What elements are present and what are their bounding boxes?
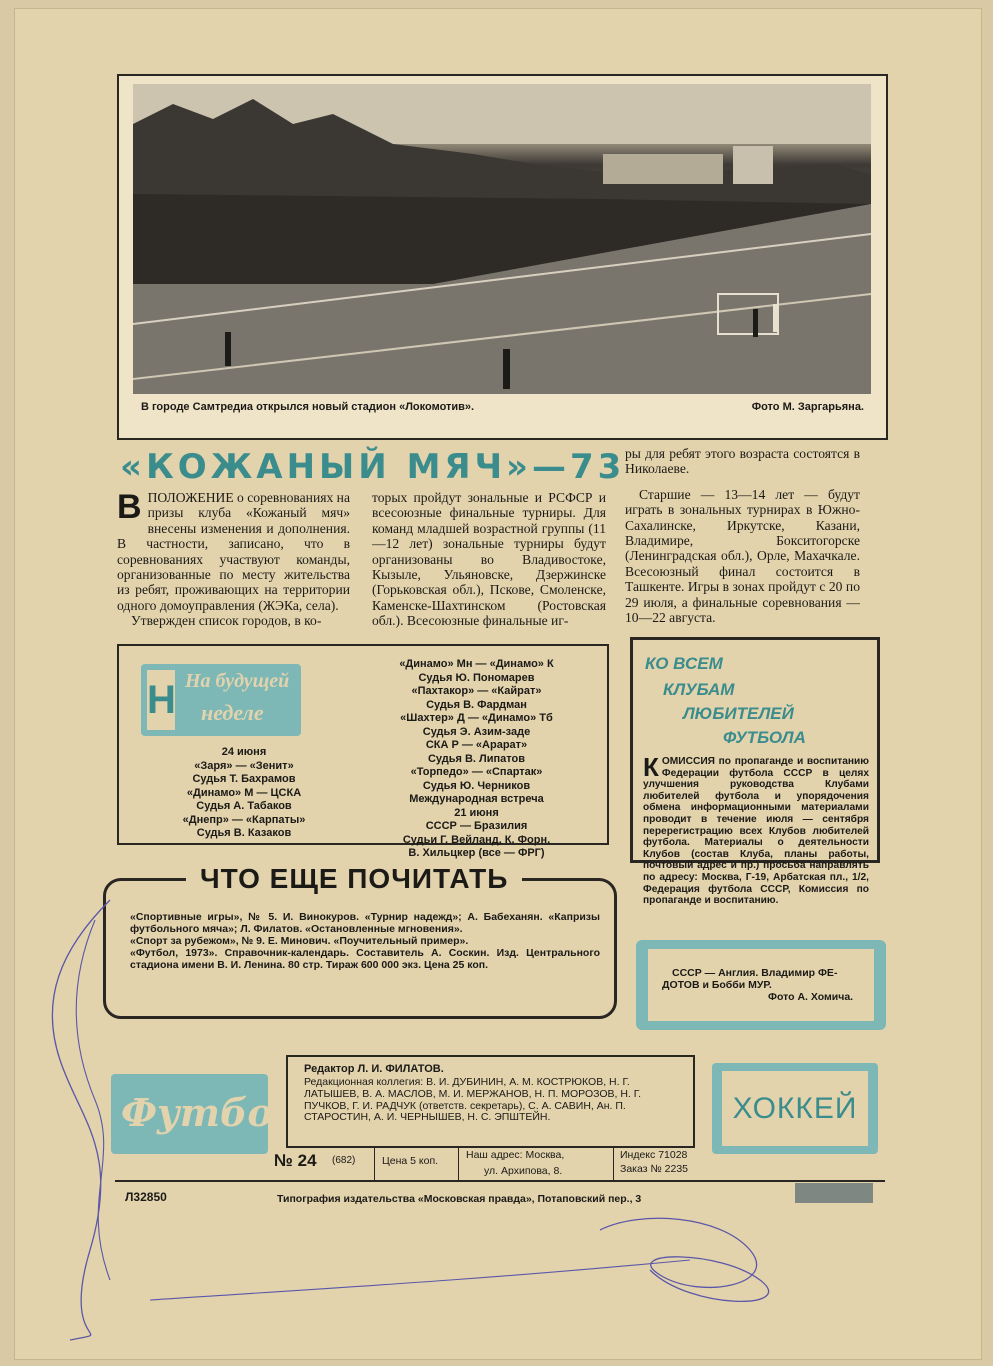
schedule-line: Международная встреча <box>409 793 544 805</box>
issue-number: № 24 <box>274 1151 317 1170</box>
reading-item: «Спортивные игры», № 5. И. Винокуров. «Турнир надежд»; А. Бабеханян. «Капризы футбольного мяча»; Л. Филатов. «Остановленные мгновения». <box>130 911 600 935</box>
schedule-line: Судья Ю. Пономарев <box>418 671 535 684</box>
print-code: Л32850 <box>125 1190 167 1204</box>
next-week-logo-letter: Н <box>147 670 175 730</box>
issue-total: (682) <box>332 1155 356 1166</box>
article-dropcap: В <box>117 488 142 526</box>
schedule-line: СССР — Бразилия <box>425 820 528 832</box>
schedule-line: Судьи Г. Вейланд, К. Форн, <box>402 833 551 846</box>
schedule-line: «Торпедо» — «Спартак» <box>410 766 543 778</box>
schedule-line: Судья Ю. Черников <box>422 779 531 792</box>
schedule-line: 21 июня <box>454 806 499 819</box>
address-line: Наш адрес: Москва, <box>466 1149 565 1161</box>
article-title: «КОЖАНЫЙ МЯЧ»—73 <box>120 447 626 487</box>
schedule-line: СКА Р — «Арарат» <box>425 739 528 751</box>
photo2-line: СССР — Англия. Владимир ФЕ- <box>672 967 838 979</box>
schedule-line: Судья Э. Азим-заде <box>422 725 531 738</box>
article-paragraph: ры для ребят этого возраста состоятся в Николаеве. <box>625 446 860 477</box>
schedule-line: «Шахтер» Д — «Динамо» Тб <box>400 712 553 724</box>
hockey-logo-text: ХОККЕЙ <box>722 1071 868 1146</box>
football-logo-text: Футбол <box>121 1090 301 1135</box>
order-number: Заказ № 2235 <box>620 1163 688 1175</box>
price: Цена 5 коп. <box>382 1155 439 1167</box>
schedule-line: «Днепр» — «Карпаты» <box>182 813 306 826</box>
schedule-line: 24 июня <box>221 746 267 758</box>
schedule-line: Судья А. Табаков <box>196 800 292 812</box>
article-paragraph: Старшие — 13—14 лет — будут играть в зональных турнирах в Южно-Сахалинске, Иркутске, Казани, Владимире, Бокситогорске (Ленинградская обл.), Орле, Махачкале. Всесоюзный финал состоится в Ташкенте. Игры в зонах пройдут с 20 по 29 июля, а финальные соревнования — 10—22 августа. <box>625 486 860 626</box>
clubs-dropcap: К <box>643 752 659 782</box>
reading-item: «Футбол, 1973». Справочник-календарь. Составитель А. Соскин. Изд. Центрального стадиона имени В. И. Ленина. 80 стр. Тираж 600 000 экз. Цена 25 коп. <box>130 947 600 971</box>
address-line: ул. Архипова, 8. <box>484 1165 563 1177</box>
schedule-line: «Пахтакор» — «Кайрат» <box>411 685 542 697</box>
schedule-line: Судья В. Фардман <box>426 698 527 711</box>
schedule-line: Судья Т. Бахрамов <box>192 773 296 785</box>
article-paragraph: Утвержден список городов, в ко- <box>131 613 322 629</box>
next-week-logo-line1: На будущей <box>185 670 290 692</box>
index-number: Индекс 71028 <box>620 1149 688 1161</box>
editor-name: Редактор Л. И. ФИЛАТОВ. <box>304 1063 444 1075</box>
schedule-line: Судья В. Казаков <box>196 827 292 839</box>
schedule-line: В. Хильцкер (все — ФРГ) <box>408 847 545 859</box>
clubs-heading-line: ФУТБОЛА <box>723 728 806 747</box>
reading-item: «Спорт за рубежом», № 9. Е. Минович. «Поучительный пример». <box>130 935 469 947</box>
schedule-line: Судья В. Липатов <box>427 752 526 765</box>
clubs-heading-line: КЛУБАМ <box>663 680 735 699</box>
schedule-line: «Заря» — «Зенит» <box>194 759 294 772</box>
editorial-board: Редакционная коллегия: В. И. ДУБИНИН, А. М. КОСТРЮКОВ, Н. Г. ЛАТЫШЕВ, В. А. МАСЛОВ, М. И. МЕРЖАНОВ, Н. П. МОРОЗОВ, Н. Г. ПУЧКОВ, Г. И. РАДЧУК (ответств. секретарь), С. А. САВИН, Ан. П. СТАРОСТИН, А. И. ЧЕРНЫШЕВ, Н. С. ЭПШТЕЙН. <box>304 1076 642 1124</box>
schedule-line: «Динамо» Мн — «Динамо» К <box>399 658 554 670</box>
article-paragraph: ПОЛОЖЕНИЕ о соревнованиях на призы клуба «Кожаный мяч» внесены изменения и дополнения. В частности, записано, что в соревнованиях участвуют команды, организованные по месту жительства из ребят, проживающих на территории одного домоуправления (ЖЭКа, села). <box>117 490 350 613</box>
clubs-heading-line: КО ВСЕМ <box>645 654 723 673</box>
reading-heading: ЧТО ЕЩЕ ПОЧИТАТЬ <box>186 863 522 895</box>
next-week-logo-line2: неделе <box>201 700 264 725</box>
clubs-heading-line: ЛЮБИТЕЛЕЙ <box>683 704 794 723</box>
photo2-line: ДОТОВ и Бобби МУР. <box>662 979 772 991</box>
printer-line: Типография издательства «Московская правда», Потаповский пер., 3 <box>277 1193 642 1205</box>
clubs-paragraph: ОМИССИЯ по пропаганде и воспитанию Федерации футбола СССР в целях улучшения руководства Клубами любителей футбола и упорядочения обмена информационными материалами проводит в течение июля — сентября перерегистрацию всех Клубов любителей футбола. Материалы о деятельности Клубов (состав Клуба, планы работы, почтовый адрес и пр.) просьба направлять по адресу: Москва, Г-19, Арбатская пл., 1/2, Федерация футбола СССР, Комиссия по пропаганде и воспитанию. <box>643 756 869 907</box>
photo-credit: Фото М. Заргарьяна. <box>751 401 864 413</box>
photo2-credit: Фото А. Хомича. <box>768 991 854 1003</box>
photo-caption: В городе Самтредиа открылся новый стадион «Локомотив». <box>141 401 475 413</box>
article-paragraph: торых пройдут зональные и РСФСР и всесоюзные финальные турниры. Для команд младшей возрастной группы (11—12 лет) зональные турниры будут организованы во Владивостоке, Кызыле, Ульяновске, Дзержинске (Горьковская обл.), Пскове, Смоленске, Каменске-Шахтинском (Ростовская обл.). Всесоюзные финальные иг- <box>372 490 606 629</box>
schedule-line: «Динамо» М — ЦСКА <box>186 786 302 799</box>
